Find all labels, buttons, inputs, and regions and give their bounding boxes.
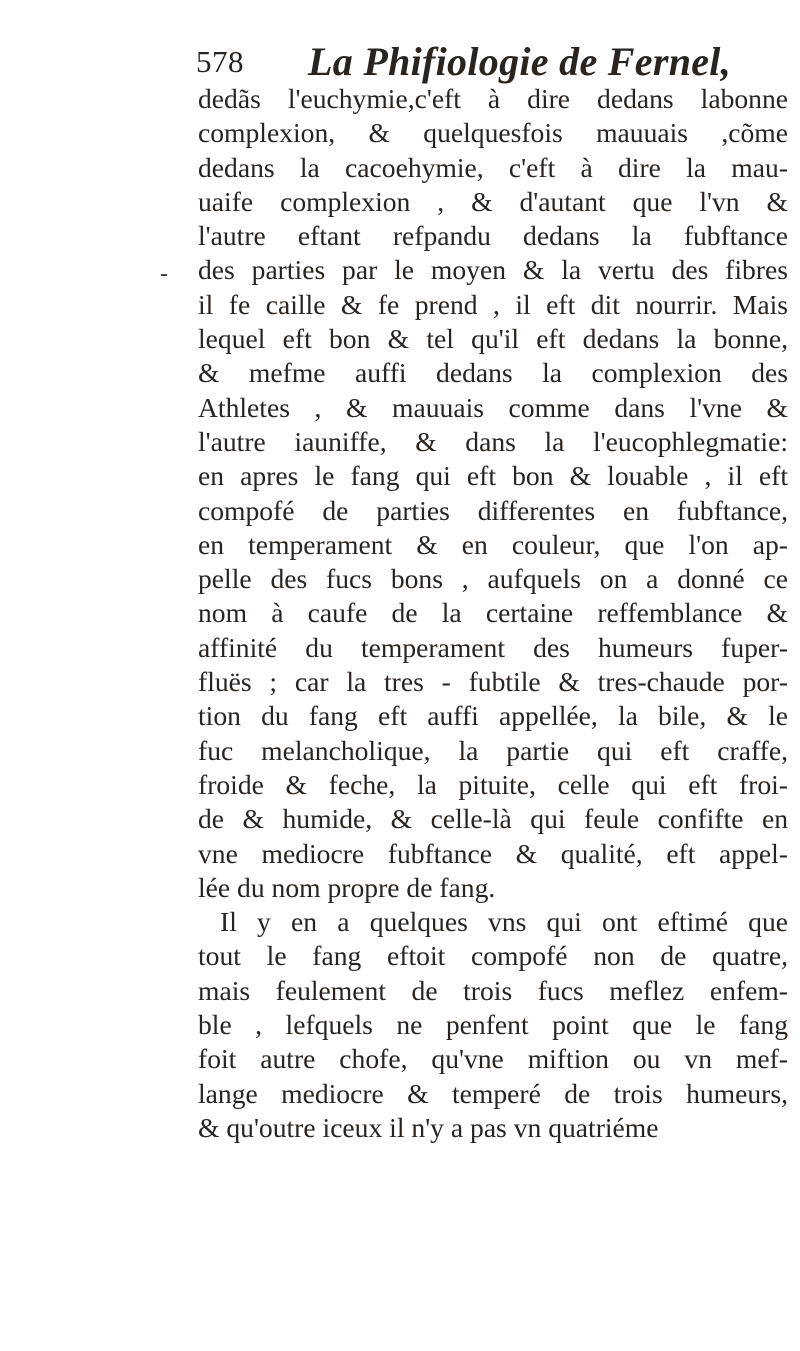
text-line: l'autre iauniffe, & dans la l'eucophlegmatie: <box>198 425 788 457</box>
text-line: lée du nom propre de fang. <box>198 871 496 903</box>
text-line: tion du fang eft auffi appellée, la bile, & le <box>198 700 788 732</box>
text-line: foit autre chofe, qu'vne miftion ou vn mef- <box>198 1043 788 1075</box>
text-line: fuc melancholique, la partie qui eft craffe, <box>198 734 788 766</box>
text-line: pelle des fucs bons , aufquels on a donné ce <box>198 563 788 595</box>
text-line: dedans la cacoehymie, c'eft à dire la mau- <box>198 151 788 183</box>
text-line: uaife complexion , & d'autant que l'vn & <box>198 185 788 217</box>
text-line: vne mediocre fubftance & qualité, eft appel- <box>198 837 788 869</box>
text-line: en apres le fang qui eft bon & louable , il eft <box>198 460 788 492</box>
text-line: Athletes , & mauuais comme dans l'vne & <box>198 391 788 423</box>
page-number: 578 <box>196 44 244 79</box>
text-line: en temperament & en couleur, que l'on ap- <box>198 528 788 560</box>
running-title: La Phifiologie de Fernel, <box>308 39 732 84</box>
text-line: tout le fang eftoit compofé non de quatre, <box>198 940 788 972</box>
text-line: des parties par le moyen & la vertu des fibres <box>198 254 788 286</box>
page-header <box>196 38 756 88</box>
text-line: & mefme auffi dedans la complexion des <box>198 357 788 389</box>
text-line: complexion, & quelquesfois mauuais ,cõme <box>198 117 788 149</box>
text-line: mais feulement de trois fucs meflez enfem- <box>198 974 788 1006</box>
body-text <box>198 82 788 1145</box>
text-line: Il y en a quelques vns qui ont eftimé que <box>220 906 788 938</box>
text-line: lange mediocre & temperé de trois humeurs, <box>198 1077 788 1109</box>
margin-mark: - <box>160 261 168 287</box>
text-line: ble , lefquels ne penfent point que le fang <box>198 1009 788 1041</box>
text-line: affinité du temperament des humeurs fuper- <box>198 631 788 663</box>
text-line: compofé de parties differentes en fubftance, <box>198 494 788 526</box>
text-line: froide & feche, la pituite, celle qui eft froi- <box>198 768 788 800</box>
text-line: lequel eft bon & tel qu'il eft dedans la bonne, <box>198 323 788 355</box>
text-line: & qu'outre iceux il n'y a pas vn quatriéme <box>198 1111 659 1143</box>
text-line: il fe caille & fe prend , il eft dit nourrir. Mais <box>198 288 788 320</box>
text-line: nom à caufe de la certaine reffemblance & <box>198 597 788 629</box>
text-line: dedãs l'euchymie,c'eft à dire dedans labonne <box>198 83 788 114</box>
text-line: l'autre eftant refpandu dedans la fubftance <box>198 220 788 252</box>
text-line: fluës ; car la tres - fubtile & tres-chaude por- <box>198 666 788 698</box>
text-line: de & humide, & celle-là qui feule confifte en <box>198 803 788 835</box>
